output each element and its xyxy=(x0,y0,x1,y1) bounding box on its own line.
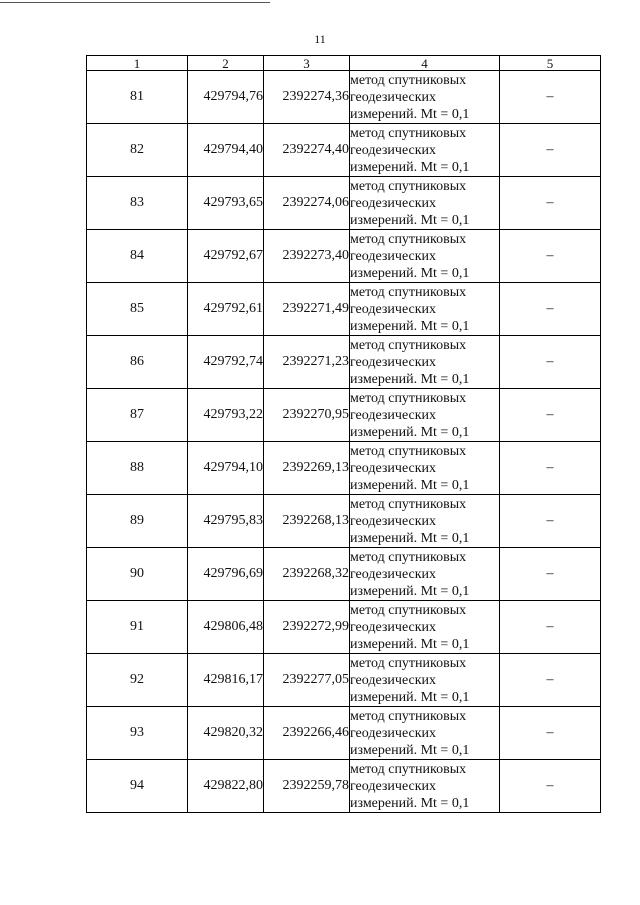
table-row xyxy=(87,283,601,336)
method-line-1: метод спутниковых xyxy=(350,708,467,724)
method-cell xyxy=(350,601,500,654)
method-line-1: метод спутниковых xyxy=(350,761,467,777)
note-cell: – xyxy=(500,389,601,442)
point-number-cell: 91 xyxy=(87,601,188,654)
method-line-1: метод спутниковых xyxy=(350,549,467,565)
note-cell: – xyxy=(500,707,601,760)
point-number-cell: 85 xyxy=(87,283,188,336)
header-col-4: 4 xyxy=(350,56,500,71)
table-row xyxy=(87,601,601,654)
y-coordinate-cell: 2392268,13 xyxy=(264,495,350,548)
method-line-1: метод спутниковых xyxy=(350,72,467,88)
table-row xyxy=(87,177,601,230)
page-number: 11 xyxy=(314,32,326,46)
method-line-2: геодезических xyxy=(350,513,437,529)
method-line-2: геодезических xyxy=(350,778,437,794)
x-coordinate-cell: 429794,10 xyxy=(188,442,264,495)
method-line-2: геодезических xyxy=(350,407,437,423)
y-coordinate-cell: 2392268,32 xyxy=(264,548,350,601)
y-coordinate-cell: 2392271,23 xyxy=(264,336,350,389)
method-line-3: измерений. Mt = 0,1 xyxy=(350,583,470,599)
note-cell: – xyxy=(500,601,601,654)
method-line-2: геодезических xyxy=(350,301,437,317)
y-coordinate-cell: 2392259,78 xyxy=(264,760,350,813)
point-number-cell: 94 xyxy=(87,760,188,813)
y-coordinate-cell: 2392269,13 xyxy=(264,442,350,495)
header-col-5: 5 xyxy=(500,56,601,71)
table-row xyxy=(87,336,601,389)
point-number-cell: 92 xyxy=(87,654,188,707)
point-number-cell: 93 xyxy=(87,707,188,760)
note-cell: – xyxy=(500,230,601,283)
method-line-3: измерений. Mt = 0,1 xyxy=(350,636,470,652)
method-line-1: метод спутниковых xyxy=(350,390,467,406)
y-coordinate-cell: 2392274,36 xyxy=(264,71,350,124)
x-coordinate-cell: 429792,74 xyxy=(188,336,264,389)
x-coordinate-cell: 429822,80 xyxy=(188,760,264,813)
header-col-1: 1 xyxy=(87,56,188,71)
method-line-1: метод спутниковых xyxy=(350,337,467,353)
y-coordinate-cell: 2392277,05 xyxy=(264,654,350,707)
method-line-2: геодезических xyxy=(350,460,437,476)
method-line-1: метод спутниковых xyxy=(350,602,467,618)
method-line-2: геодезических xyxy=(350,619,437,635)
method-cell xyxy=(350,177,500,230)
y-coordinate-cell: 2392272,99 xyxy=(264,601,350,654)
method-cell xyxy=(350,124,500,177)
point-number-cell: 86 xyxy=(87,336,188,389)
method-line-3: измерений. Mt = 0,1 xyxy=(350,318,470,334)
point-number-cell: 88 xyxy=(87,442,188,495)
method-line-3: измерений. Mt = 0,1 xyxy=(350,530,470,546)
x-coordinate-cell: 429792,61 xyxy=(188,283,264,336)
table-body xyxy=(87,71,601,813)
note-cell: – xyxy=(500,760,601,813)
x-coordinate-cell: 429806,48 xyxy=(188,601,264,654)
method-line-1: метод спутниковых xyxy=(350,443,467,459)
top-rule xyxy=(0,2,270,3)
x-coordinate-cell: 429795,83 xyxy=(188,495,264,548)
table-row xyxy=(87,548,601,601)
method-line-3: измерений. Mt = 0,1 xyxy=(350,106,470,122)
table-row xyxy=(87,442,601,495)
coordinates-table xyxy=(86,55,601,813)
note-cell: – xyxy=(500,71,601,124)
method-cell xyxy=(350,707,500,760)
x-coordinate-cell: 429820,32 xyxy=(188,707,264,760)
method-line-1: метод спутниковых xyxy=(350,178,467,194)
method-cell xyxy=(350,71,500,124)
method-cell xyxy=(350,654,500,707)
table-header-row xyxy=(87,56,601,71)
method-line-3: измерений. Mt = 0,1 xyxy=(350,689,470,705)
method-line-1: метод спутниковых xyxy=(350,125,467,141)
method-line-3: измерений. Mt = 0,1 xyxy=(350,742,470,758)
y-coordinate-cell: 2392274,06 xyxy=(264,177,350,230)
table-row xyxy=(87,654,601,707)
method-line-3: измерений. Mt = 0,1 xyxy=(350,159,470,175)
method-cell xyxy=(350,230,500,283)
method-line-1: метод спутниковых xyxy=(350,284,467,300)
note-cell: – xyxy=(500,336,601,389)
table-row xyxy=(87,707,601,760)
table-row xyxy=(87,124,601,177)
note-cell: – xyxy=(500,654,601,707)
header-col-3: 3 xyxy=(264,56,350,71)
point-number-cell: 89 xyxy=(87,495,188,548)
y-coordinate-cell: 2392266,46 xyxy=(264,707,350,760)
method-cell xyxy=(350,442,500,495)
method-cell xyxy=(350,760,500,813)
y-coordinate-cell: 2392271,49 xyxy=(264,283,350,336)
table-row xyxy=(87,389,601,442)
point-number-cell: 81 xyxy=(87,71,188,124)
x-coordinate-cell: 429793,22 xyxy=(188,389,264,442)
table-row xyxy=(87,71,601,124)
note-cell: – xyxy=(500,177,601,230)
method-line-1: метод спутниковых xyxy=(350,231,467,247)
x-coordinate-cell: 429816,17 xyxy=(188,654,264,707)
table-row xyxy=(87,760,601,813)
x-coordinate-cell: 429796,69 xyxy=(188,548,264,601)
point-number-cell: 83 xyxy=(87,177,188,230)
method-line-1: метод спутниковых xyxy=(350,496,467,512)
method-line-2: геодезических xyxy=(350,725,437,741)
note-cell: – xyxy=(500,283,601,336)
table-row xyxy=(87,495,601,548)
x-coordinate-cell: 429794,76 xyxy=(188,71,264,124)
y-coordinate-cell: 2392274,40 xyxy=(264,124,350,177)
method-line-2: геодезических xyxy=(350,672,437,688)
method-line-2: геодезических xyxy=(350,354,437,370)
method-cell xyxy=(350,389,500,442)
method-line-3: измерений. Mt = 0,1 xyxy=(350,212,470,228)
table-row xyxy=(87,230,601,283)
header-col-2: 2 xyxy=(188,56,264,71)
point-number-cell: 87 xyxy=(87,389,188,442)
method-line-3: измерений. Mt = 0,1 xyxy=(350,424,470,440)
method-line-3: измерений. Mt = 0,1 xyxy=(350,265,470,281)
y-coordinate-cell: 2392273,40 xyxy=(264,230,350,283)
point-number-cell: 84 xyxy=(87,230,188,283)
method-cell xyxy=(350,548,500,601)
method-line-2: геодезических xyxy=(350,248,437,264)
method-line-3: измерений. Mt = 0,1 xyxy=(350,477,470,493)
method-cell xyxy=(350,283,500,336)
x-coordinate-cell: 429792,67 xyxy=(188,230,264,283)
method-line-2: геодезических xyxy=(350,195,437,211)
method-line-1: метод спутниковых xyxy=(350,655,467,671)
x-coordinate-cell: 429794,40 xyxy=(188,124,264,177)
note-cell: – xyxy=(500,548,601,601)
note-cell: – xyxy=(500,495,601,548)
y-coordinate-cell: 2392270,95 xyxy=(264,389,350,442)
method-line-3: измерений. Mt = 0,1 xyxy=(350,371,470,387)
note-cell: – xyxy=(500,124,601,177)
method-cell xyxy=(350,495,500,548)
point-number-cell: 90 xyxy=(87,548,188,601)
method-line-3: измерений. Mt = 0,1 xyxy=(350,795,470,811)
method-cell xyxy=(350,336,500,389)
method-line-2: геодезических xyxy=(350,566,437,582)
method-line-2: геодезических xyxy=(350,89,437,105)
x-coordinate-cell: 429793,65 xyxy=(188,177,264,230)
note-cell: – xyxy=(500,442,601,495)
point-number-cell: 82 xyxy=(87,124,188,177)
method-line-2: геодезических xyxy=(350,142,437,158)
